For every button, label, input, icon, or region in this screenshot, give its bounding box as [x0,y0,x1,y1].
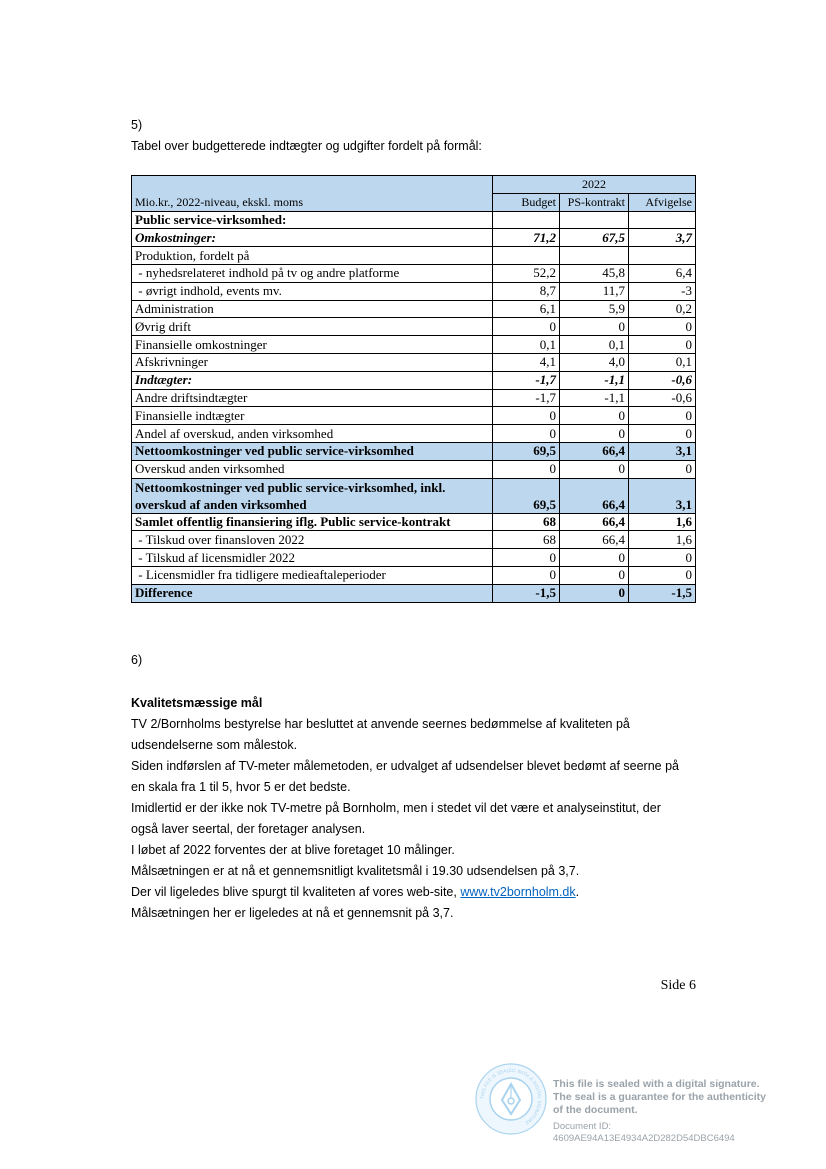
row-label: - øvrigt indhold, events mv. [132,282,493,300]
seal-line: The seal is a guarantee for the authenticity [553,1091,766,1103]
cell-ps: 66,4 [560,478,629,513]
paragraph-line: Siden indførslen af TV-meter målemetoden, er udvalget af udsendelser blevet bedømt af seerne på [131,759,679,773]
paragraph-line: også laver seertal, der foretager analysen. [131,822,366,836]
table-row [132,353,696,371]
cell-ps: 0 [560,318,629,336]
cell-budget: 69,5 [493,478,560,513]
cell-budget: 52,2 [493,264,560,282]
cell-ps: 11,7 [560,282,629,300]
table-row [132,247,696,265]
row-label: - Tilskud over finansloven 2022 [132,531,493,549]
cell-budget: -1,7 [493,371,560,389]
seal-line: This file is sealed with a digital signature. [553,1078,760,1090]
table-row [132,282,696,300]
table-row [132,460,696,478]
cell-budget: 0 [493,549,560,567]
row-label: Finansielle omkostninger [132,336,493,354]
digital-seal-icon [474,1062,548,1136]
table-row [132,584,696,602]
row-label: - Licensmidler fra tidligere medieaftaleperioder [132,566,493,584]
cell-budget: 4,1 [493,353,560,371]
seal-text [553,1078,766,1117]
row-label: Øvrig drift [132,318,493,336]
cell-ps: -1,1 [560,389,629,407]
table-row [132,264,696,282]
cell-budget: -1,5 [493,584,560,602]
table-row [132,566,696,584]
website-link[interactable]: www.tv2bornholm.dk [460,885,576,899]
cell-ps: 67,5 [560,229,629,247]
row-label: Administration [132,300,493,318]
table-row [132,371,696,389]
section-6-heading: Kvalitetsmæssige mål [131,696,263,710]
cell-ps: 4,0 [560,353,629,371]
cell-budget: 8,7 [493,282,560,300]
table-header-year-row [132,176,696,194]
cell-budget: 68 [493,531,560,549]
cell-afv: 1,6 [629,531,696,549]
row-label: Andre driftsindtægter [132,389,493,407]
row-label: Nettoomkostninger ved public service-virksomhed, inkl. overskud af anden virksomhed [132,478,493,513]
paragraph-line: en skala fra 1 til 5, hvor 5 er det bedste. [131,780,351,794]
paragraph-line-with-link [131,885,579,899]
cell-afv: 1,6 [629,513,696,531]
cell-afv: 0,2 [629,300,696,318]
cell-budget: 0 [493,460,560,478]
cell-afv: 0 [629,549,696,567]
table-row [132,407,696,425]
table-row [132,389,696,407]
cell-afv: 0 [629,336,696,354]
paragraph-line: I løbet af 2022 forventes der at blive foretaget 10 målinger. [131,843,455,857]
table-row [132,318,696,336]
col-header-budget: Budget [493,193,560,211]
cell-ps: 0 [560,584,629,602]
row-label: Andel af overskud, anden virksomhed [132,425,493,443]
cell-afv: 0 [629,318,696,336]
cell-ps: 0 [560,460,629,478]
cell-ps [560,211,629,229]
table-row [132,531,696,549]
cell-ps: 0,1 [560,336,629,354]
paragraph-text: . [575,885,580,899]
cell-ps: 5,9 [560,300,629,318]
table-row [132,425,696,443]
cell-ps: 0 [560,566,629,584]
row-label: Finansielle indtægter [132,407,493,425]
cell-afv: 0 [629,407,696,425]
seal-ring-text: THIS FILE IS SEALED WITH A DIGITAL SIGNATURE [480,1068,542,1125]
cell-ps: 66,4 [560,513,629,531]
table-row [132,211,696,229]
seal-line: of the document. [553,1104,638,1116]
cell-afv: -0,6 [629,371,696,389]
row-label: Produktion, fordelt på [132,247,493,265]
row-label: Overskud anden virksomhed [132,460,493,478]
paragraph-line: Målsætningen er at nå et gennemsnitligt kvalitetsmål i 19.30 udsendelsen på 3,7. [131,864,580,878]
cell-ps: 0 [560,407,629,425]
row-label: Nettoomkostninger ved public service-virksomhed [132,442,493,460]
cell-afv: 0 [629,566,696,584]
table-row [132,478,696,513]
table-header-row [132,193,696,211]
cell-ps: 0 [560,425,629,443]
paragraph-line: TV 2/Bornholms bestyrelse har besluttet at anvende seernes bedømmelse af kvaliteten på [131,717,630,731]
page-number: Side 6 [660,978,696,993]
col-header-afvigelse: Afvigelse [629,193,696,211]
doc-id-value: 4609AE94A13E4934A2D282D54DBC6494 [553,1133,735,1144]
paragraph-line: Målsætningen her er ligeledes at nå et gennemsnit på 3,7. [131,906,454,920]
doc-id-label: Document ID: [553,1121,612,1132]
cell-ps: 66,4 [560,531,629,549]
unit-label: Mio.kr., 2022-niveau, ekskl. moms [132,193,493,211]
cell-budget [493,211,560,229]
paragraph-line: Imidlertid er der ikke nok TV-metre på Bornholm, men i stedet vil det være et analyseinstitut, der [131,801,661,815]
cell-afv [629,211,696,229]
budget-table [131,175,696,603]
cell-budget: -1,7 [493,389,560,407]
row-label: - nyhedsrelateret indhold på tv og andre platforme [132,264,493,282]
table-row [132,229,696,247]
paragraph-line: udsendelserne som målestok. [131,738,298,752]
cell-afv: -3 [629,282,696,300]
row-label: Samlet offentlig finansiering iflg. Public service-kontrakt [132,513,493,531]
table-row [132,442,696,460]
table-row [132,336,696,354]
cell-afv: 3,1 [629,442,696,460]
cell-ps [560,247,629,265]
col-header-ps-kontrakt: PS-kontrakt [560,193,629,211]
cell-afv: -1,5 [629,584,696,602]
cell-afv [629,247,696,265]
cell-budget [493,247,560,265]
cell-ps: -1,1 [560,371,629,389]
cell-budget: 0 [493,425,560,443]
row-label: Indtægter: [132,371,493,389]
cell-budget: 0 [493,407,560,425]
table-row [132,300,696,318]
cell-budget: 0,1 [493,336,560,354]
cell-budget: 69,5 [493,442,560,460]
paragraph-text: Der vil ligeledes blive spurgt til kvaliteten af vores web-site, [131,885,461,899]
table-row [132,549,696,567]
cell-ps: 0 [560,549,629,567]
cell-afv: 3,1 [629,478,696,513]
row-label: Omkostninger: [132,229,493,247]
cell-ps: 66,4 [560,442,629,460]
cell-afv: 0,1 [629,353,696,371]
cell-budget: 68 [493,513,560,531]
cell-ps: 45,8 [560,264,629,282]
cell-budget: 71,2 [493,229,560,247]
cell-afv: -0,6 [629,389,696,407]
row-label: - Tilskud af licensmidler 2022 [132,549,493,567]
row-label: Public service-virksomhed: [132,211,493,229]
row-label: Difference [132,584,493,602]
year-header: 2022 [493,176,696,194]
cell-afv: 3,7 [629,229,696,247]
cell-afv: 0 [629,425,696,443]
cell-budget: 6,1 [493,300,560,318]
seal-document-id [553,1121,735,1145]
section-6-number: 6) [131,653,143,667]
section-5-number: 5) [131,118,143,132]
row-label: Afskrivninger [132,353,493,371]
table-row [132,513,696,531]
section-5-intro: Tabel over budgetterede indtægter og udgifter fordelt på formål: [131,139,482,153]
cell-budget: 0 [493,318,560,336]
cell-afv: 0 [629,460,696,478]
cell-afv: 6,4 [629,264,696,282]
cell-budget: 0 [493,566,560,584]
